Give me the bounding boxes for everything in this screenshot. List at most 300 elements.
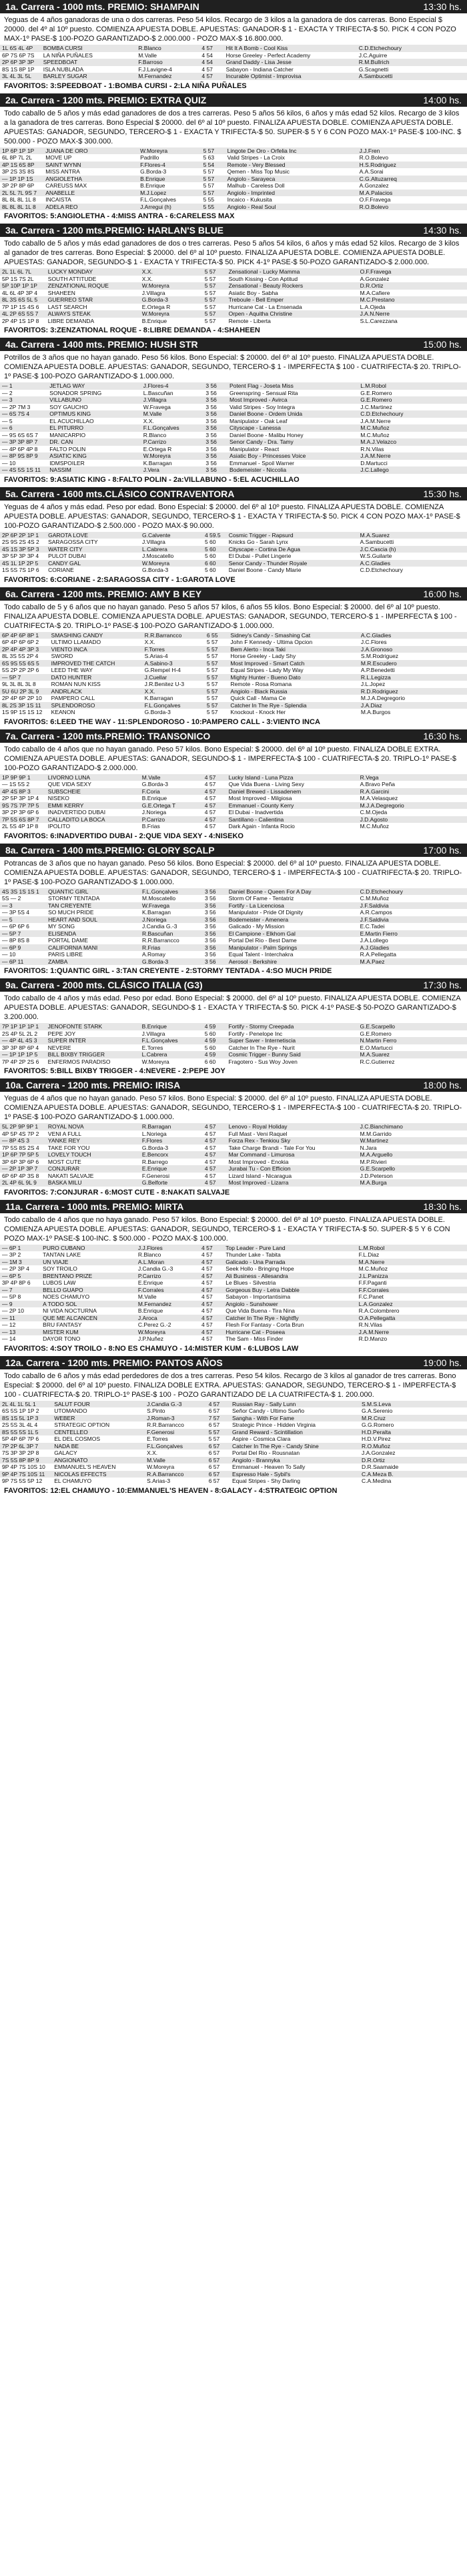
- runner-row: [0, 73, 467, 80]
- age-weight: 5 57: [206, 653, 218, 659]
- runners-table: [0, 532, 467, 574]
- pedigree: Knockout - Knock Her: [230, 709, 286, 715]
- trainer: A.Sambucetti: [360, 539, 394, 545]
- race-header: [0, 0, 467, 13]
- runner-row: [0, 446, 467, 453]
- recent-form: — 5P 7: [0, 930, 46, 938]
- recent-form: 1L 6S 4L 4P: [0, 45, 41, 52]
- trainer: G.E.Scarpello: [358, 1165, 467, 1173]
- runner-row: [0, 1415, 467, 1422]
- trainer: J.L.Jopez: [360, 681, 386, 687]
- jockey: J.Noriega: [140, 916, 203, 924]
- jockey: A.L.Moran: [136, 1259, 199, 1266]
- jockey: M.J.Lopez: [138, 190, 201, 197]
- pedigree: Grand Reward - Scintillation: [230, 1429, 360, 1436]
- jockey: X.X.: [143, 417, 154, 424]
- jockey: X.X.: [140, 268, 203, 276]
- jockey: G.Borda-3: [140, 296, 203, 304]
- recent-form: — 2P 7M 3: [2, 403, 31, 410]
- age-weight: 4 57: [204, 1158, 216, 1165]
- trainer: M.A.Nerre: [357, 1259, 467, 1266]
- race-block: [0, 1078, 467, 1200]
- pedigree: Bodemeister - Amenera: [227, 916, 358, 924]
- age-weight: 5 57: [201, 190, 225, 197]
- pedigree: Santillano - Calientina: [227, 816, 358, 824]
- recent-form: 7P 1P 1S 4S 6: [2, 303, 39, 310]
- runner-row: [0, 667, 467, 674]
- age-weight: 4 57: [203, 816, 227, 824]
- runner-row: [0, 1051, 467, 1058]
- pedigree: Thunder Lake - Tabita: [225, 1251, 281, 1258]
- recent-form: 8S 5S 5S 1L 5: [0, 1429, 52, 1436]
- trainer: L.M.Robol: [358, 382, 467, 390]
- race-conditions: Todo caballo de 5 años y más edad ganadores de dos o tres carreras. Peso 5 años 54 kilos, 6 años y más edad 52 kilos. Recargo de 3 kilos al ganador de tres carreras. Bono Especial: $ 20000. del 6º al 10º puesto. FINALIZA APUESTA DOBLE. COMIENZA APUESTA DOBLE. APUESTAS: GANADOR, SEGUNDO-$ 1 - EXACTA Y TRIFECTA-$ 50. PICK 4-1º PASE-$ 50-POZO GARANTIZADO-$ 2.000.000.: [4, 240, 460, 266]
- recent-form: — 5: [0, 916, 46, 924]
- recent-form: 2S 4P 5L 2L 2: [2, 1030, 38, 1037]
- jockey: W.Moreyra: [141, 452, 204, 460]
- horse-name: SOUTH ATTITUDE: [47, 275, 97, 282]
- trainer: A.Bravo Peña: [360, 781, 396, 787]
- age-weight: 5 57: [203, 268, 227, 276]
- recent-form: 1P 6P 7P 5P 5: [0, 1151, 46, 1159]
- pedigree: Fortify - La Licenciosa: [227, 902, 358, 910]
- age-weight: 4 57: [204, 823, 216, 830]
- runner-row: [0, 1179, 467, 1187]
- recent-form: 3P 3P 8P 6P 4: [2, 1044, 39, 1051]
- trainer: M.A.Suarez: [358, 1051, 467, 1058]
- age-weight: 5 57: [205, 688, 229, 695]
- jockey: E.Enrique: [140, 1165, 203, 1173]
- trainer: W.S.Guilarte: [360, 553, 392, 559]
- recent-form: 5S — 2: [2, 895, 21, 902]
- runner-row: [0, 1464, 467, 1471]
- race-header: [0, 978, 467, 992]
- pedigree: Fragotero - Sus Woy Joven: [228, 1058, 298, 1065]
- recent-form: 8S 1S 5L 1P 3: [0, 1415, 52, 1422]
- pedigree: Lizard Island - Nicaragua: [228, 1172, 292, 1179]
- jockey: M.Fernandez: [136, 73, 199, 80]
- age-weight: 4 57: [203, 788, 227, 795]
- age-weight: 3 56: [203, 438, 227, 446]
- age-weight: 3 56: [205, 403, 217, 410]
- recent-form: 6P 4P 6P 8P 1: [0, 632, 49, 639]
- age-weight: 4 57: [201, 1293, 213, 1300]
- runner-row: [0, 304, 467, 311]
- recent-form: 8L 3S 5S 2P 4: [2, 653, 39, 659]
- jockey: W.Moreyra: [140, 560, 203, 567]
- race-title: 6a. Carrera - 1200 mts. PREMIO: AMY B KEY: [5, 588, 202, 599]
- trainer: C.A.Meza B.: [360, 1471, 467, 1478]
- jockey: J.Flores-4: [141, 382, 204, 390]
- runner-row: [0, 895, 467, 902]
- recent-form: — 5: [2, 417, 13, 424]
- trainer: M.C.Prestano: [358, 296, 467, 304]
- trainer: L.A.Gonzalez: [357, 1301, 467, 1308]
- runners-table: [0, 1401, 467, 1485]
- runner-row: [0, 410, 467, 418]
- trainer: R.O.Bolevo: [358, 204, 467, 211]
- jockey: P.Carrizo: [136, 1273, 199, 1280]
- horse-name: BOMBA CURSI: [41, 45, 137, 52]
- trainer: R.L.Legizza: [359, 674, 467, 681]
- horse-name: ROYAL NOVA: [46, 1123, 140, 1131]
- horse-name: JETLAG WAY: [47, 382, 141, 390]
- recent-form: 1P 9P 9P 1: [0, 774, 46, 781]
- runner-row: [0, 66, 467, 73]
- pedigree: Angiolo - Sunshower: [223, 1301, 356, 1308]
- recent-form: 3P 6P 3P 6P 6: [2, 1158, 39, 1165]
- horse-name: NICOLAS EFFECTS: [52, 1471, 145, 1478]
- horse-name: QUANTIC GIRL: [46, 888, 140, 896]
- horse-name: EL DEL COSMOS: [54, 1435, 100, 1442]
- horse-name: YANKE REY: [46, 1137, 140, 1145]
- runner-row: [0, 660, 467, 667]
- age-weight: 4 57: [199, 1287, 223, 1294]
- recent-form: — 4S 5S 1S 11: [0, 466, 47, 474]
- recent-form: — 9: [0, 1301, 41, 1308]
- runner-row: [0, 154, 467, 162]
- race-conditions: Potrillos de 3 años que no hayan ganado. Peso 56 kilos. Bono Especial: $ 20000. del 6º al 10º puesto. FINALIZA APUESTA DOBLE. COMIENZA APUESTA DOBLE. APUESTAS: GANADOR, SEGUNDO, TERCERO-$ 1 - IMPERFECTA $ 100 - CUATRIFECTA-$ 20. TRIPLO-1º PASE-$ 100-POZO GARANTIZADO-$ 1.000.000.: [4, 354, 462, 380]
- trainer: H.S.Rodriguez: [358, 162, 467, 169]
- trainer: W.Martinez: [358, 1137, 467, 1145]
- jockey: F.L.Gonçalves: [140, 196, 176, 203]
- age-weight: 3 56: [205, 417, 217, 424]
- pedigree: Valid Stripes - La Croix: [227, 154, 285, 161]
- horse-name: ASIATIC KING: [47, 452, 141, 460]
- recent-form: 8L 2S 3P 1S 11: [0, 702, 49, 709]
- pedigree: Most Improved - Lizarra: [227, 1179, 358, 1187]
- horse-name: BARLEY SUGAR: [41, 73, 137, 80]
- race-title: 11a. Carrera - 1000 mts. PREMIO: MIRTA: [5, 1201, 184, 1212]
- age-weight: 5 57: [204, 289, 216, 296]
- recent-form: 2L 5L 7L 9S 7: [0, 190, 43, 197]
- horse-name: LIVORNO LUNA: [46, 774, 140, 781]
- recent-form: 9P 4P 7S 10S 10: [2, 1464, 45, 1470]
- recent-form: 4S 1L 1P 2P 5: [0, 560, 46, 567]
- horse-name: ISLA NUBLADA: [43, 65, 84, 73]
- jockey: J.Cuellar: [143, 674, 205, 681]
- runner-row: [0, 1251, 467, 1259]
- recent-form: — 2: [2, 389, 13, 396]
- horse-name: WEBER: [52, 1415, 145, 1422]
- pedigree: Incurable Optimist - Improvisa: [224, 73, 357, 80]
- runners-table: [0, 147, 467, 211]
- runner-row: [0, 268, 467, 276]
- pedigree: Sabayon - Indiana Catcher: [225, 65, 294, 73]
- age-weight: 5 57: [201, 147, 225, 155]
- age-weight: 3 56: [203, 452, 227, 460]
- runner-row: [0, 951, 467, 958]
- horse-name: SPEEDBOAT: [41, 59, 137, 66]
- runner-row: [0, 147, 467, 155]
- runner-row: [0, 1058, 467, 1066]
- runner-row: [0, 560, 467, 567]
- age-weight: 4 57: [203, 802, 227, 810]
- race-time: 17:30 hs.: [423, 980, 462, 990]
- trainer: J.A.Diaz: [359, 702, 467, 709]
- age-weight: 5 63: [203, 154, 215, 161]
- age-weight: 3 56: [204, 895, 216, 902]
- trainer: J.C.Martinez: [360, 403, 392, 410]
- runner-row: [0, 788, 467, 795]
- horse-name: JENOFONTE STARK: [46, 1023, 140, 1030]
- race-title: 7a. Carrera - 1200 mts.PREMIO: TRANSONICO: [5, 730, 211, 741]
- horse-name: SHAHEEN: [47, 289, 75, 296]
- recent-form: — 8P 9S 8P 9: [0, 452, 47, 460]
- trainer: M.C.Muñoz: [358, 424, 467, 432]
- trainer: J.C.Cascia (h): [358, 546, 467, 553]
- pedigree: Daniel Boone - Queen For A Day: [227, 888, 358, 896]
- horse-name: PAMPERO CALL: [51, 695, 95, 701]
- pedigree: Grand Daddy - Lisa Jesse: [224, 59, 357, 66]
- pedigree: Most Improved - Smart Catch: [228, 660, 358, 667]
- jockey: F.Flores-4: [138, 162, 201, 169]
- horse-name: SMASHING CANDY: [49, 632, 143, 639]
- race-title: 1a. Carrera - 1000 mts. PREMIO: SHAMPAIN: [5, 1, 199, 12]
- recent-form: — 3P 3P 8P 7: [0, 438, 47, 446]
- runner-row: [0, 182, 467, 190]
- trainer: M.A.Paez: [358, 958, 467, 966]
- recent-form: 3P 2S 3S 8S: [2, 168, 35, 175]
- age-weight: 5 55: [201, 204, 225, 211]
- recent-form: — 6P 5: [0, 1273, 41, 1280]
- jockey: X.X.: [141, 275, 153, 282]
- horse-name: GAROTA LOVE: [46, 532, 140, 539]
- age-weight: 4 57: [203, 1123, 227, 1131]
- recent-form: 2L 4P 6L 9L 9: [0, 1179, 46, 1187]
- runner-row: [0, 1165, 467, 1173]
- horse-name: LEED THE WAY: [51, 667, 93, 673]
- runner-row: [0, 196, 467, 204]
- horse-name: LAST SEARCH: [47, 303, 87, 310]
- horse-name: BRU FANTASY: [43, 1321, 82, 1328]
- trainer: R.D.Manzo: [358, 1335, 388, 1342]
- runner-row: [0, 823, 467, 830]
- age-weight: 5 57: [204, 303, 216, 310]
- age-weight: 4 59: [203, 1023, 227, 1030]
- recent-form: 6S 5S 1P 1P 2: [2, 1407, 39, 1414]
- horse-name: TAKE FOR YOU: [47, 1144, 90, 1151]
- pedigree: Russian Ray - Sally Lunn: [230, 1401, 360, 1408]
- pedigree: Catcher In The Rye - Nurit: [228, 1044, 295, 1051]
- runner-row: [0, 1435, 467, 1443]
- race-block: [0, 844, 467, 979]
- recent-form: — 10: [2, 459, 16, 466]
- jockey: B.Enrique: [141, 795, 167, 801]
- pedigree: Incaico - Kukusita: [227, 196, 272, 203]
- pedigree: Aspire - Cosmica Clara: [231, 1435, 291, 1442]
- pedigree: Lucky Island - Luna Pizza: [227, 774, 358, 781]
- recent-form: 3L 4L 3L 5L: [0, 73, 41, 80]
- jockey: J.Candia G.-3: [137, 1265, 173, 1272]
- race-title: 4a. Carrera - 1400 mts. PREMIO: HUSH STR: [5, 339, 198, 350]
- trainer: M.A.Velasquez: [360, 795, 398, 801]
- age-weight: 3 56: [204, 951, 216, 958]
- runner-row: [0, 1443, 467, 1450]
- trainer: J.D.Agosto: [358, 816, 467, 824]
- trainer: A.C.Gladies: [359, 632, 467, 639]
- favorites-line: FAVORITOS: 3:SPEEDBOAT - 1:BOMBA CURSI - 2:LA NIÑA PUÑALES: [4, 81, 247, 90]
- runner-row: [0, 290, 467, 297]
- age-weight: 4 57: [201, 1307, 213, 1314]
- recent-form: 3P 5P 3P 3P 4: [2, 553, 39, 559]
- favorites-line: FAVORITOS: 4:SOY TROILO - 8:NO ES CHAMUYO - 14:MISTER KUM - 6:LUBOS LAW: [4, 1344, 299, 1353]
- trainer: R.D.Rodriguez: [359, 688, 467, 695]
- recent-form: — 11: [0, 1315, 41, 1322]
- horse-name: DATO HUNTER: [49, 674, 143, 681]
- horse-name: UTOMANDO: [54, 1407, 87, 1414]
- runners-table: [0, 268, 467, 324]
- age-weight: 6 57: [207, 1471, 230, 1478]
- age-weight: 5 57: [203, 182, 215, 189]
- pedigree: Le Blues - Silvestria: [225, 1279, 276, 1286]
- recent-form: 1S 5S 7S 1P 6: [2, 567, 39, 573]
- runner-row: [0, 1315, 467, 1322]
- race-block: [0, 1200, 467, 1356]
- jockey: W.Moreyra: [141, 1058, 169, 1065]
- age-weight: 5 57: [201, 176, 225, 183]
- horse-name: VIENTO INCA: [49, 646, 143, 653]
- recent-form: 3P 2P 8P 6P: [2, 182, 35, 189]
- age-weight: 5 60: [204, 1030, 216, 1037]
- runner-row: [0, 310, 467, 318]
- jockey: R.A.Barrancco: [145, 1471, 207, 1478]
- jockey: K.Barragan: [142, 909, 171, 916]
- runner-row: [0, 1159, 467, 1166]
- runners-table: [0, 382, 467, 474]
- jockey: R.Barragan: [140, 1123, 203, 1131]
- age-weight: 5 60: [204, 553, 216, 559]
- pedigree: Angiolo - Sarayeca: [225, 176, 358, 183]
- trainer: M.A.Suarez: [358, 532, 467, 539]
- jockey: B.Enrique: [140, 182, 165, 189]
- race-conditions: Todo caballo de 4 años y más edad. Peso por edad. Bono Especial: $ 20000. del 6º al 10º puesto. FINALIZA APUESTA DOBLE. COMIENZA APUESTA DOBLE. APUESTAS: GANADOR, SEGUNDO-$ 1 - EXACTA Y TRIFECTA-$ 50. PICK 4-1º PASE-$ 50-POZO GARANTIZADO-$ 3.200.000.: [4, 994, 461, 1021]
- age-weight: 6 57: [208, 1407, 220, 1414]
- runner-row: [0, 944, 467, 952]
- jockey: W.Fravega: [143, 403, 171, 410]
- jockey: S.Arias-3: [147, 1478, 171, 1484]
- jockey: K.Barragan: [143, 459, 172, 466]
- trainer: D.R.Saamaide: [362, 1464, 399, 1470]
- runner-row: [0, 1293, 467, 1301]
- runner-row: [0, 553, 467, 560]
- runner-row: [0, 276, 467, 283]
- horse-name: ZAMBA: [46, 958, 140, 966]
- race-header: [0, 93, 467, 107]
- age-weight: 6 57: [208, 1450, 220, 1456]
- trainer: S.M.Rodriguez: [360, 653, 399, 659]
- trainer: R.C.Gutierrez: [360, 1058, 395, 1065]
- race-conditions: Todo caballo de 4 años que no haya ganado. Peso 57 kilos. Bono Especial: $ 20000. del 6º al 10º puesto. FINALIZA APUESTA DOBLE. COMIENZA APUESTA DOBLE. APUESTAS: GANADOR, SEGUNDO, TERCERO-$ 1 - EXACTA Y TRIFECTA-$ 50. SUPER-$ 5 Y 6 CON POZO MAX-1º PASE-$ 100-INC. $ 500.000 - POZO MAX-$ 100.000.: [4, 1215, 450, 1243]
- horse-name: CAREUSS MAX: [45, 182, 87, 189]
- trainer: R.O.Bolevo: [359, 154, 389, 161]
- jockey: B.Frias: [141, 823, 160, 830]
- recent-form: 4P 1S 6S 8P: [0, 162, 43, 169]
- jockey: R.Frias: [140, 944, 203, 952]
- favorites-line: FAVORITOS: 1:QUANTIC GIRL - 3:TAN CREYENTE - 2:STORMY TENTADA - 4:SO MUCH PRIDE: [4, 967, 332, 975]
- trainer: R.N.Vilas: [358, 1321, 382, 1328]
- jockey: W.Moreyra: [140, 310, 203, 318]
- pedigree: Catcher In The Rye - Nightfly: [223, 1315, 356, 1322]
- age-weight: 4 57: [201, 1251, 213, 1258]
- race-time: 17:00 hs.: [423, 844, 462, 856]
- jockey: F.Flores: [140, 1137, 203, 1145]
- pedigree: Galicado - Una Parrada: [223, 1259, 356, 1266]
- trainer: D.R.Ortiz: [358, 282, 467, 290]
- trainer: G.G.Romero: [362, 1421, 394, 1428]
- trainer: A.Sambucetti: [357, 73, 467, 80]
- pedigree: Gorgeous Buy - Letra Dabble: [223, 1287, 356, 1294]
- runner-row: [0, 1137, 467, 1145]
- trainer: R.N.Vilas: [360, 445, 384, 452]
- jockey: E.Ortega R: [143, 445, 172, 452]
- recent-form: — 6P 9: [0, 944, 46, 952]
- race-block: [0, 338, 467, 487]
- runner-row: [0, 1259, 467, 1266]
- pedigree: Daniel Boone - Ordem Unida: [227, 410, 358, 418]
- age-weight: 5 57: [206, 667, 218, 673]
- race-conditions: Todo caballo de 6 años y más edad perdedores de dos a tres carreras. Peso 54 kilos. Recargo de 3 kilos al ganador de tres carreras. Bono Especial: $ 20000. del 6º al 10º puesto. FINALIZA DOBLE EXTRA. APUESTAS: GANADOR, SEGUNDO, TERCERO-$ 1 - IMPERFECTA-$ 100 - CUATRIFECTA-$ 20. TRIPLO-1º PASE-$ 100 - POZO GARANTIZADO DE LA CUATRIFECTA-$ 1. 200.000.: [4, 1371, 456, 1399]
- race-title: 9a. Carrera - 2000 mts. CLÁSICO ITALIA (G3): [5, 980, 203, 990]
- pedigree: Mighty Hunter - Bueno Dato: [228, 674, 358, 681]
- age-weight: 4 57: [199, 1301, 223, 1308]
- trainer: N.Martin Ferro: [358, 1037, 467, 1044]
- recent-form: 8S 1S 8P 1P: [2, 65, 35, 73]
- pedigree: Portal Del Rio - Rousnatan: [231, 1450, 300, 1456]
- recent-form: 9P 7S 5S 5P 12: [2, 1478, 43, 1484]
- race-block: [0, 487, 467, 587]
- age-weight: 4 57: [203, 1137, 227, 1145]
- pedigree: Angiolo - Brannyka: [230, 1457, 360, 1464]
- age-weight: 5 60: [204, 539, 216, 545]
- race-conditions: Todo caballo de 4 años que no hayan ganado. Peso 57 kilos. Bono Especial: $ 20000. del 6º al 10º puesto. FINALIZA DOBLE EXTRA. COMIENZA APUESTA DOBLE. APUESTAS: GANADOR, SEGUNDO-$ 1 - IMPERFECTA-$ 100 - CUATRIFECTA-$ 20. TRIPLO-1º PASE-$ 100-POZO GARANTIZADO-$ 2.000.000.: [4, 745, 457, 772]
- age-weight: 4 57: [201, 1321, 213, 1328]
- pedigree: Remote - Very Blessed: [225, 162, 358, 169]
- recent-form: — 6P 6P 6: [2, 923, 29, 930]
- recent-form: — 2P 10: [2, 1307, 24, 1314]
- pedigree: Portal Del Rio - Best Dame: [228, 937, 297, 944]
- race-block: [0, 978, 467, 1078]
- age-weight: 3 56: [203, 888, 227, 896]
- pedigree: Sidney's Candy - Smashing Cat: [228, 632, 358, 639]
- pedigree: Full Mast - Veni Raquel: [228, 1130, 288, 1137]
- runner-row: [0, 567, 467, 574]
- age-weight: 4 57: [199, 45, 223, 52]
- trainer: M.C.Muñoz: [360, 823, 390, 830]
- horse-name: PEPE JOY: [47, 1030, 76, 1037]
- recent-form: — 2P 1P 3P 7: [0, 1165, 46, 1173]
- trainer: C.D.Etchechoury: [360, 567, 403, 573]
- horse-name: CANDY GAL: [46, 560, 140, 567]
- age-weight: 4 57: [199, 1329, 223, 1336]
- trainer: M.A.Cafiere: [360, 289, 390, 296]
- pedigree: Lenovo - Royal Holiday: [227, 1123, 358, 1131]
- pedigree: South Kissing - Con Aptitud: [228, 275, 298, 282]
- pedigree: Zensational - Lucky Mamma: [227, 268, 358, 276]
- race-time: 14:30 hs.: [423, 225, 462, 236]
- trainer: R.A.Pellegatta: [360, 951, 396, 958]
- age-weight: 4 54: [201, 51, 213, 59]
- horse-name: ANGIOLETHA: [43, 176, 138, 183]
- runner-row: [0, 774, 467, 781]
- recent-form: 4L 2P 6S 5S 7: [0, 310, 46, 318]
- runner-row: [0, 296, 467, 304]
- recent-form: 7P 1P 1P 1P 1: [0, 1023, 46, 1030]
- race-header: [0, 844, 467, 857]
- runner-row: [0, 816, 467, 824]
- runner-row: [0, 1329, 467, 1336]
- runners-table: [0, 1123, 467, 1187]
